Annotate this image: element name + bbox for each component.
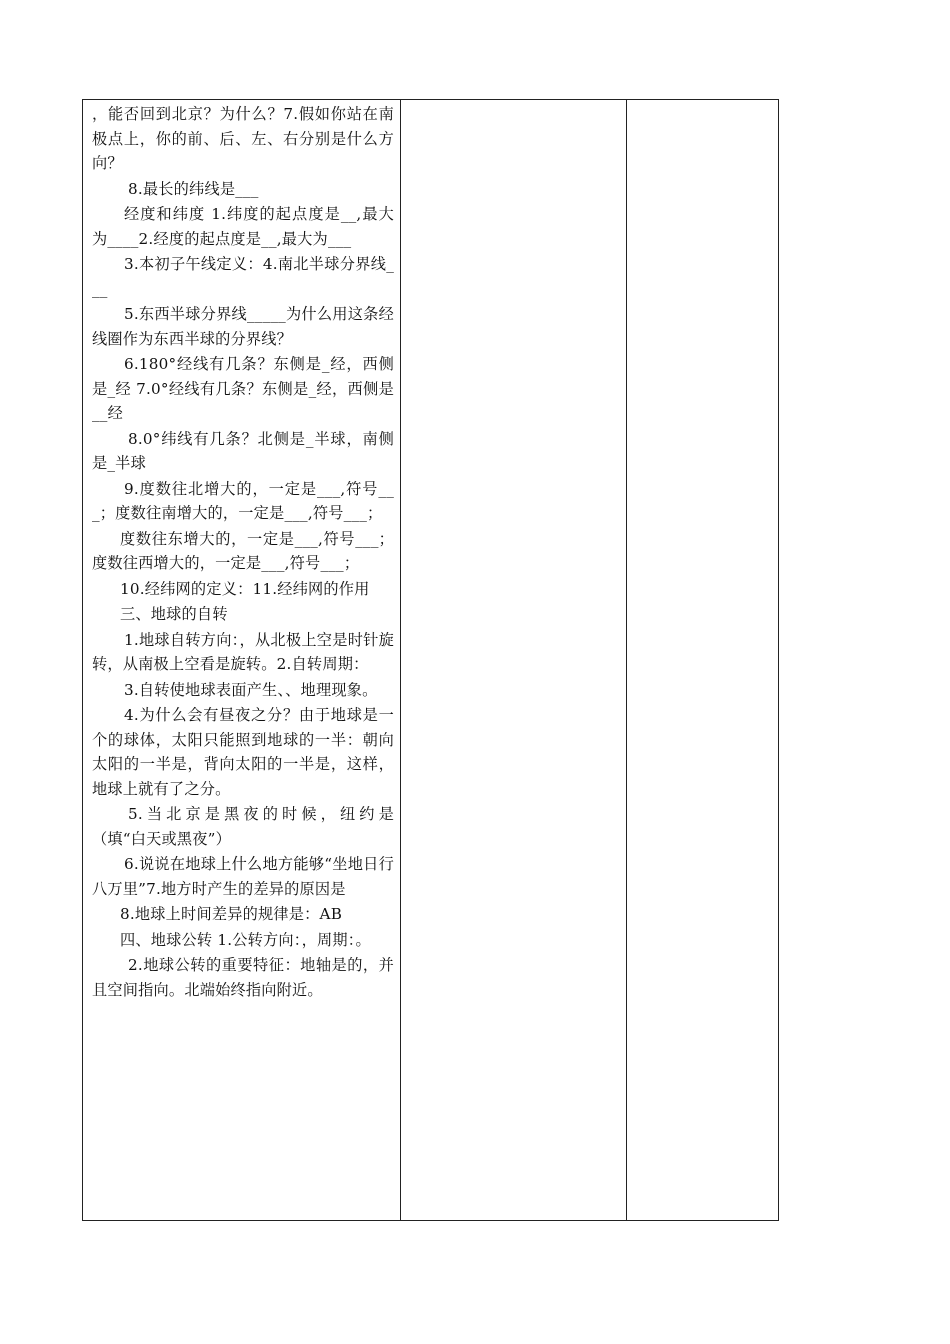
paragraph: 4.为什么会有昼夜之分？由于地球是一个的球体，太阳只能照到地球的一半：朝向太阳的一半是，背向太阳的一半是，这样，地球上就有了之分。 [92, 706, 394, 798]
paragraph: 5.当北京是黑夜的时候，纽约是（填“白天或黑夜”） [92, 805, 394, 848]
paragraph: 1.地球自转方向：，从北极上空是时针旋转，从南极上空看是旋转。2.自转周期： [92, 630, 394, 673]
remarks-column [627, 100, 778, 1220]
paragraph: ，能否回到北京？为什么？7.假如你站在南极点上，你的前、后、左、右分别是什么方向？ [92, 105, 394, 172]
paragraph: 2.地球公转的重要特征：地轴是的，并且空间指向。北端始终指向附近。 [92, 956, 394, 999]
paragraph: 8.地球上时间差异的规律是：AB [120, 905, 343, 923]
content-column [83, 100, 401, 1220]
paragraph: 9.度数往北增大的，一定是___,符号___；度数往南增大的，一定是___,符号___； [92, 479, 394, 522]
notes-column [401, 100, 627, 1220]
paragraph: 3.本初子午线定义：4.南北半球分界线___ [92, 255, 394, 298]
paragraph: 3.自转使地球表面产生、、地理现象。 [124, 680, 378, 699]
paragraph: 6.180°经线有几条？东侧是_经，西侧是_经 7.0°经线有几条？东侧是_经，西侧是__经 [92, 355, 394, 422]
section-heading: 四、地球公转 1.公转方向：，周期：。 [120, 930, 371, 949]
paragraph: 6.说说在地球上什么地方能够“坐地日行八万里”7.地方时产生的差异的原因是 [92, 855, 394, 898]
lesson-table [82, 99, 779, 1221]
paragraph: 5.东西半球分界线_____为什么用这条经线圈作为东西半球的分界线？ [92, 305, 394, 348]
paragraph: 8.0°纬线有几条？北侧是_半球，南侧是_半球 [92, 429, 394, 472]
paragraph: 度数往东增大的，一定是___,符号___；度数往西增大的，一定是___,符号___； [92, 529, 394, 572]
section-heading: 三、地球的自转 [120, 605, 228, 623]
paragraph: 8.最长的纬线是___ [128, 179, 259, 198]
paragraph: 经度和纬度 1.纬度的起点度是__,最大为____2.经度的起点度是__,最大为___ [92, 205, 394, 248]
paragraph: 10.经纬网的定义：11.经纬网的作用 [120, 579, 370, 598]
